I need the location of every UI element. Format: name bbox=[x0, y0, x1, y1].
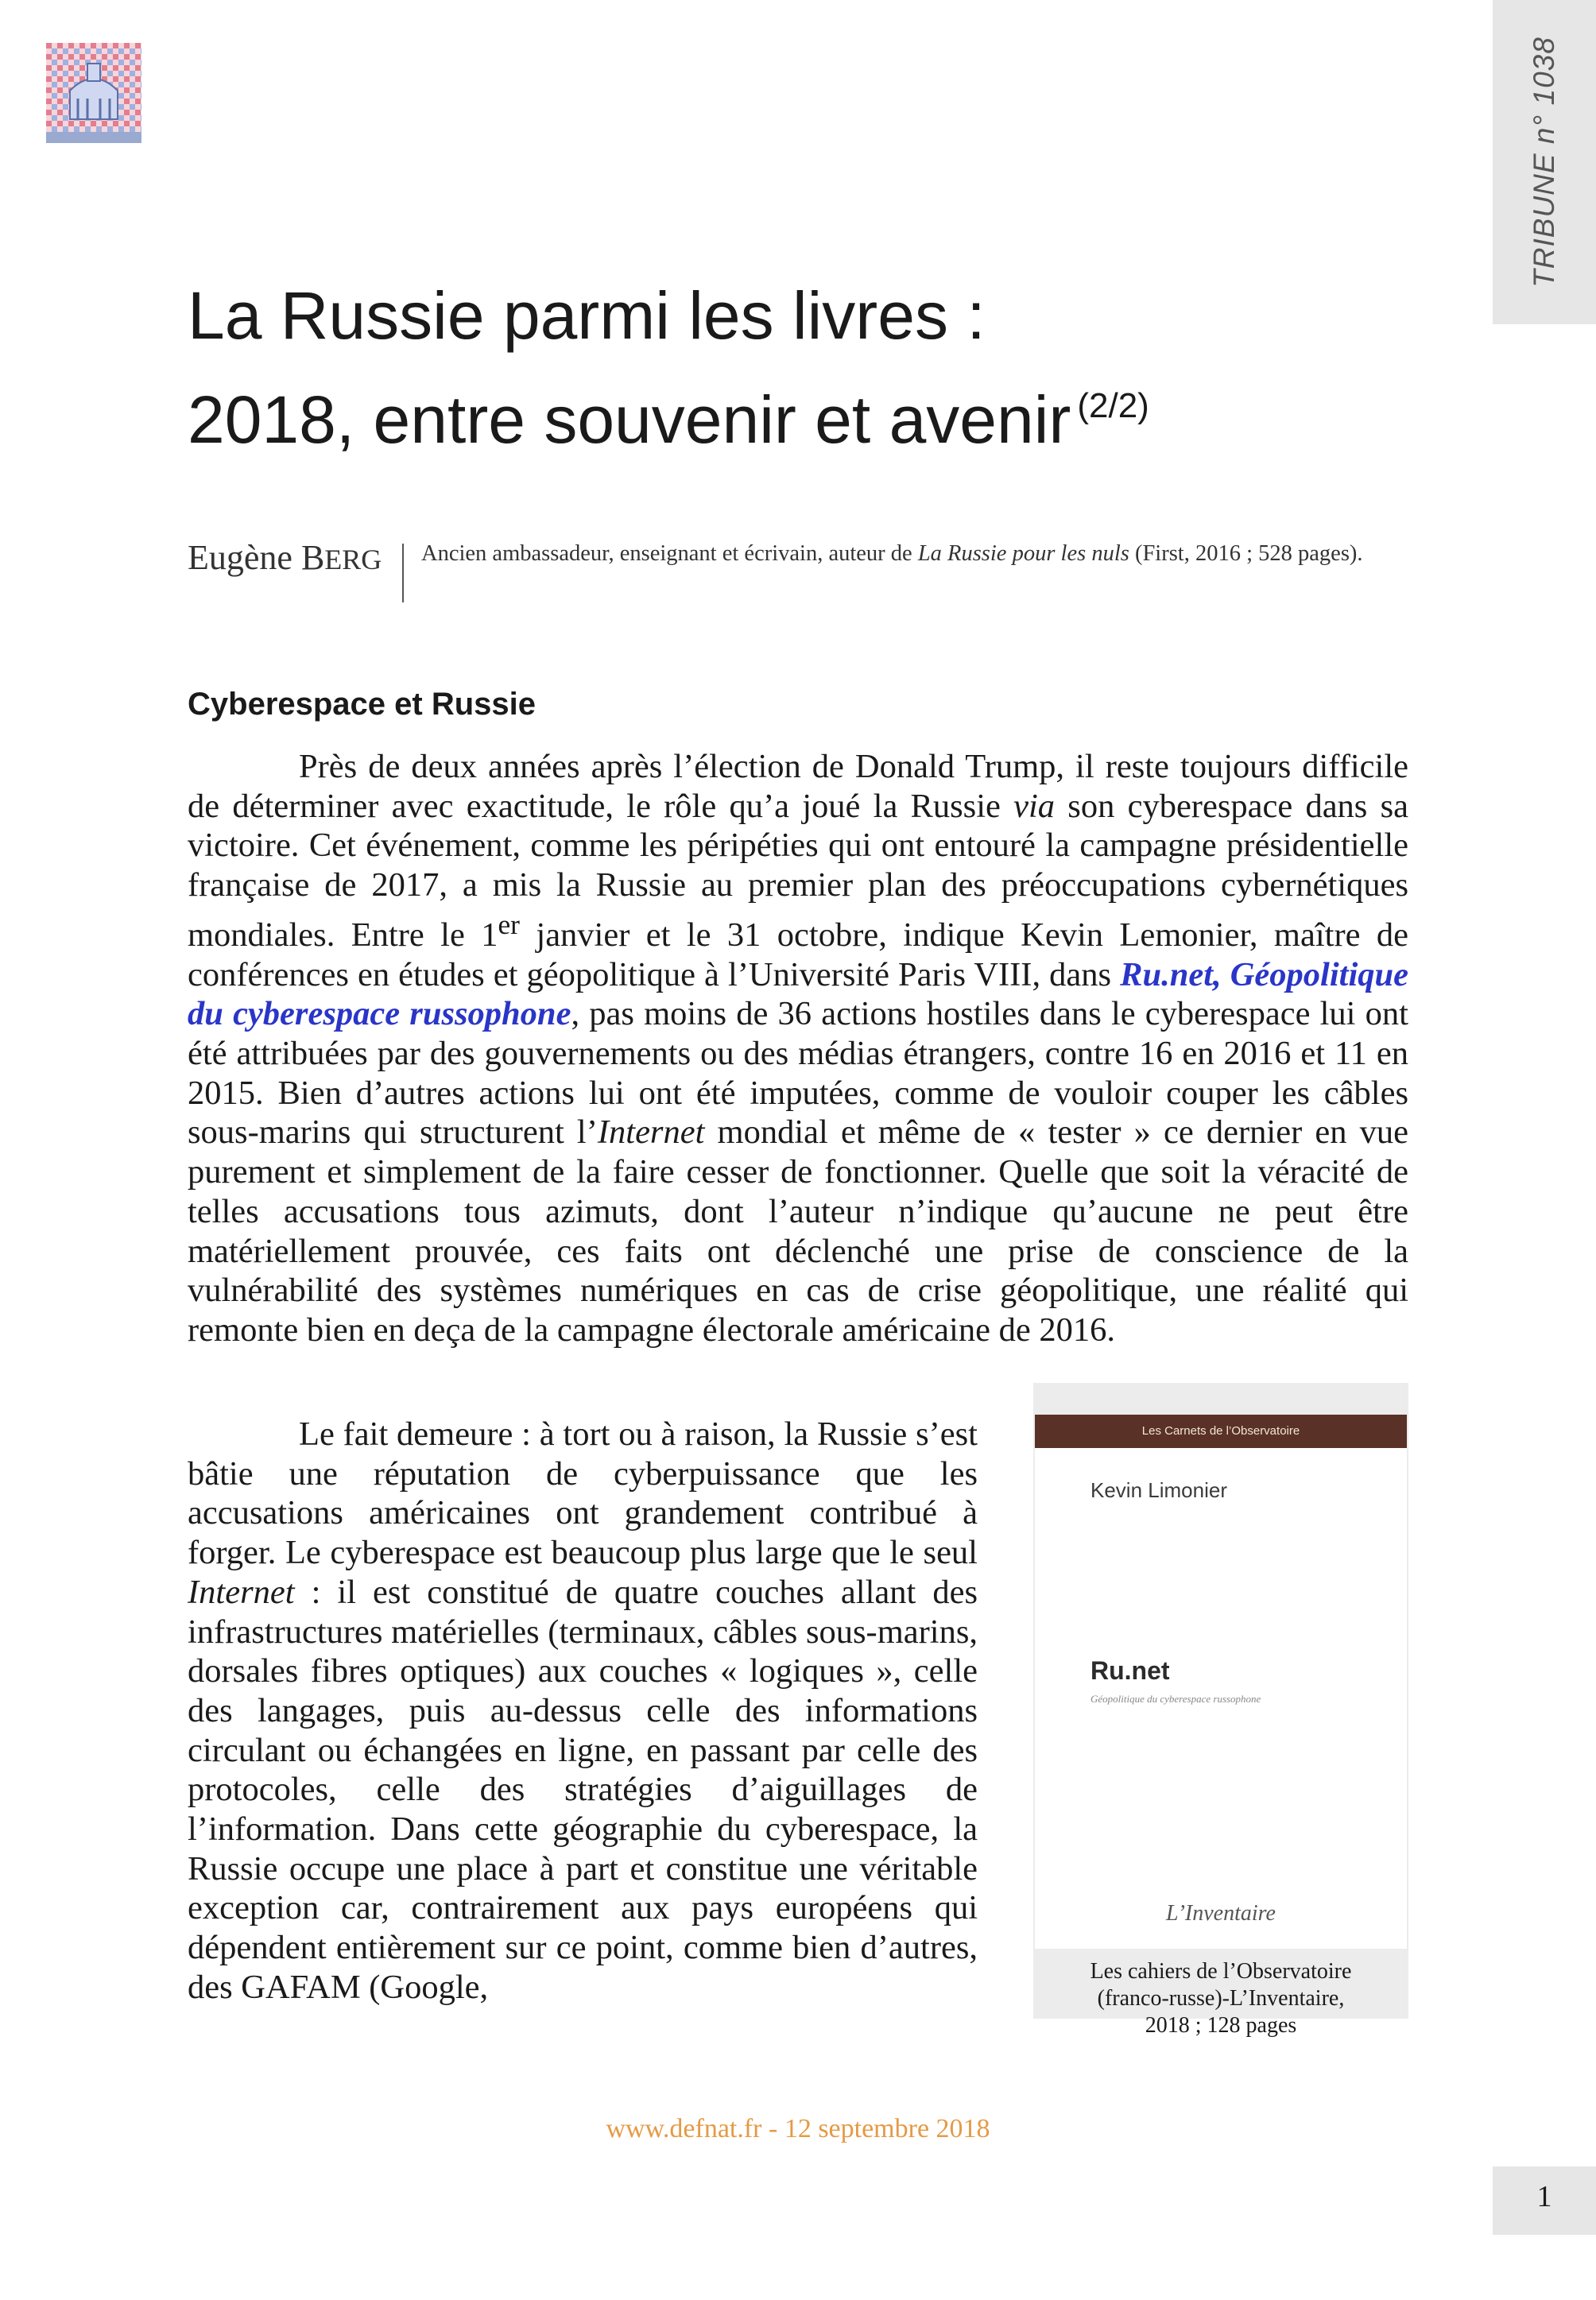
author-name bbox=[188, 537, 382, 578]
book-cover-image bbox=[1035, 1415, 1407, 1949]
title-part-suffix: (2/2) bbox=[1077, 386, 1149, 425]
author-last-rest: ERG bbox=[324, 544, 382, 575]
text-run: : il est constitué de quatre couches allant des infrastructures matérielles (terminaux, câbles sous-marins, dorsales fibres optiques) aux couches « logiques », celle des langages, puis au-dessus celle des informations circulant ou échangées en ligne, en passant par celle des protocoles, celle des stratégies d’aiguillages de l’information. Dans cette géographie du cyberespace, la Russie occupe une place à part et constitue une véritable exception car, contrairement aux pays européens qui dépendent entièrement sur ce point, comme bien d’autres, des GAFAM (Google, bbox=[188, 1573, 978, 2006]
cover-series-band: Les Carnets de l’Observatoire bbox=[1035, 1415, 1407, 1448]
author-first-name: Eugène bbox=[188, 538, 292, 577]
bio-book-title: La Russie pour les nuls bbox=[917, 541, 1129, 566]
page-number: 1 bbox=[1536, 2180, 1552, 2213]
text-run: , pas moins de 36 actions hostiles dans le cyberespace lui ont été attribuées par des gouvernements ou des médias étrangers, contre 16 en 2016 et 11 en 2015. Bien d’autres actions lui ont été imputées, comme de vouloir couper les câbles sous-marins qui structurent l’ bbox=[188, 995, 1408, 1152]
italic-run: Internet bbox=[597, 1113, 705, 1152]
tribune-label: TRIBUNE n° 1038 bbox=[1528, 37, 1560, 288]
text-run: Près de deux années après l’élection de Donald Trump, il reste toujours difficile de déterminer avec exactitude, le rôle qu’a joué la Russie bbox=[188, 748, 1408, 825]
body-paragraph-2 bbox=[188, 1415, 978, 2008]
text-run: Le fait demeure : à tort ou à raison, la Russie s’est bâtie une réputation de cyberpuissance que les accusations américaines ont grandement contribué à forger. Le cyberespace est beaucoup plus large que le seul bbox=[188, 1415, 978, 1572]
figure-caption bbox=[1041, 1958, 1400, 2039]
author-divider bbox=[402, 544, 404, 602]
section-heading: Cyberespace et Russie bbox=[188, 687, 537, 722]
body-paragraph-1 bbox=[188, 747, 1408, 1350]
author-last-initial: B bbox=[300, 538, 325, 577]
publication-logo bbox=[46, 43, 141, 143]
text-run: mondial et même de « tester » ce dernier en vue purement et simplement de la faire cesser de fonctionner. Quelle que soit la véracité de telles accusations tous azimuts, dont l’auteur n’indique qu’aucune ne peut être matériellement prouvée, ces faits ont déclenché une prise de conscience de la vulnérabilité des systèmes numériques en cas de crise géopolitique, une réalité qui remonte bien en deça de la campagne électorale américaine de 2016. bbox=[188, 1113, 1408, 1349]
text-run: janvier et le 31 octobre, indique Kevin Lemonier, maître de conférences en études et géopolitique à l’Université Paris VIII, dans bbox=[188, 916, 1408, 993]
page-footer: www.defnat.fr - 12 septembre 2018 bbox=[606, 2114, 990, 2143]
book-link[interactable]: Ru.net, Géopolitique du cyberespace russophone bbox=[188, 955, 1408, 1033]
author-bio bbox=[421, 539, 1407, 569]
cover-author: Kevin Limonier bbox=[1090, 1478, 1227, 1502]
caption-line: Les cahiers de l’Observatoire bbox=[1090, 1959, 1352, 1984]
bio-text: Ancien ambassadeur, enseignant et écrivain, auteur de bbox=[421, 541, 918, 566]
cover-title: Ru.net bbox=[1090, 1656, 1170, 1685]
superscript: er bbox=[498, 908, 520, 940]
italic-run: via bbox=[1013, 787, 1056, 825]
title-line-1: La Russie parmi les livres : bbox=[188, 278, 986, 353]
title-line-2: 2018, entre souvenir et avenir bbox=[188, 382, 1071, 457]
bio-text-end: (First, 2016 ; 528 pages). bbox=[1129, 541, 1363, 566]
italic-run: Internet bbox=[188, 1573, 295, 1611]
cover-subtitle: Géopolitique du cyberespace russophone bbox=[1090, 1693, 1261, 1705]
article-title bbox=[188, 270, 1380, 465]
tribune-tab bbox=[1493, 0, 1596, 324]
book-figure bbox=[1033, 1383, 1408, 2038]
caption-line: (franco-russe)-L’Inventaire, bbox=[1097, 1986, 1345, 2011]
page-number-tab bbox=[1493, 2166, 1596, 2235]
text-run: son cyberespace dans sa victoire. Cet événement, comme les péripéties qui ont entouré la campagne présidentielle française de 2017, a mis la Russie au premier plan des préoccupations cybernétiques mondiales. Entre le 1 bbox=[188, 787, 1408, 954]
cover-publisher-logo: L’Inventaire bbox=[1166, 1901, 1276, 1926]
caption-line: 2018 ; 128 pages bbox=[1145, 2013, 1297, 2038]
